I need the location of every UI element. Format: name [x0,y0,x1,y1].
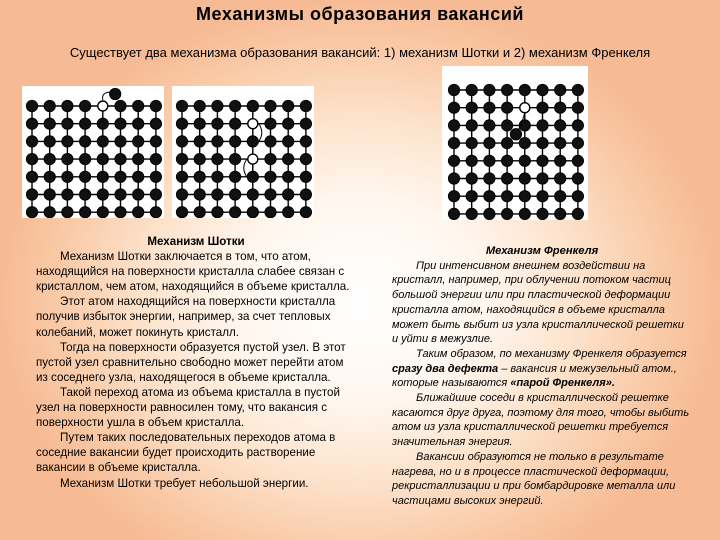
atom [572,138,583,149]
atom [115,154,126,165]
atom [133,100,144,111]
atom [519,84,530,95]
atom [97,154,108,165]
vacancy [248,154,258,164]
atom [448,102,459,113]
atom [466,120,477,131]
atom [519,155,530,166]
atom [247,136,258,147]
atom [265,189,276,200]
atom [502,191,513,202]
atom [194,171,205,182]
page-subtitle: Существует два механизма образования вакансий: 1) механизм Шотки и 2) механизм Френкеля [69,45,651,60]
atom [97,189,108,200]
frenkel-paragraph [392,347,692,391]
atom [519,191,530,202]
atom [555,102,566,113]
atom [44,189,55,200]
schottky-paragraph: Механизм Шотки требует небольшой энергии. [60,476,309,490]
atom [212,118,223,129]
frenkel-paragraph: Вакансии образуются не только в результате нагрева, но и в процессе пластической деформации, рекристаллизации и при бомбардировке металла или частицами высоких энергий. [392,450,676,507]
atom [537,191,548,202]
atom [502,208,513,219]
vacancy [248,119,258,129]
atom [466,84,477,95]
atom [26,100,37,111]
atom [176,136,187,147]
atom [466,138,477,149]
atom [115,189,126,200]
atom [555,138,566,149]
atom [62,189,73,200]
atom [194,136,205,147]
atom [247,171,258,182]
atom [212,154,223,165]
atom [572,191,583,202]
atom [133,207,144,218]
atom [572,120,583,131]
atom [537,102,548,113]
atom [283,189,294,200]
surface-atom [110,88,121,99]
atom [265,154,276,165]
atom [484,191,495,202]
atom [150,136,161,147]
atom [572,173,583,184]
atom [537,173,548,184]
jump-arrow [259,124,262,142]
atom [97,207,108,218]
atom [80,100,91,111]
atom [300,118,311,129]
atom [150,189,161,200]
atom [194,118,205,129]
atom [133,189,144,200]
atom [283,118,294,129]
atom [448,191,459,202]
atom [466,155,477,166]
atom [62,118,73,129]
atom [448,155,459,166]
lattice-svg [22,86,164,218]
interstitial-atom [510,129,521,140]
atom [265,207,276,218]
atom [150,100,161,111]
atom [448,120,459,131]
atom [26,189,37,200]
atom [502,120,513,131]
atom [62,171,73,182]
atom [300,136,311,147]
atom [502,138,513,149]
atom [300,171,311,182]
atom [283,207,294,218]
schottky-paragraph: Путем таких последовательных переходов атома в соседние вакансии будет происходить растворение вакансии в объеме кристалла. [36,431,336,475]
atom [555,173,566,184]
atom [265,136,276,147]
atom [537,120,548,131]
atom [176,154,187,165]
atom [572,208,583,219]
atom [300,154,311,165]
frenkel-pair-term: «парой Френкеля». [510,377,615,390]
schottky-text-column [36,234,356,491]
frenkel-heading: Механизм Френкеля [485,245,599,257]
atom [115,118,126,129]
atom [484,155,495,166]
atom [97,118,108,129]
atom [212,189,223,200]
atom [80,118,91,129]
atom [300,189,311,200]
schottky-paragraph: Механизм Шотки заключается в том, что атом, находящийся на поверхности кристалла слабее связан с кристаллом, чем атом, находящийся в объеме кристалла. [36,250,350,294]
atom [80,171,91,182]
atom [26,171,37,182]
atom [519,138,530,149]
atom [133,171,144,182]
atom [519,208,530,219]
atom [283,100,294,111]
atom [572,84,583,95]
atom [265,100,276,111]
atom [176,100,187,111]
atom [484,84,495,95]
atom [62,207,73,218]
atom [44,100,55,111]
atom [44,171,55,182]
atom [555,208,566,219]
atom [150,154,161,165]
schottky-heading: Механизм Шотки [147,235,245,248]
atom [502,102,513,113]
atom [448,84,459,95]
atom [26,154,37,165]
atom [44,207,55,218]
atom [230,207,241,218]
atom [300,207,311,218]
frenkel-paragraph: Ближайшие соседи в кристаллической решетке касаются друг друга, поэтому для того, чтобы выбить атом из узла кристаллической решетки требуется значительная энергия. [392,392,690,449]
atom [247,207,258,218]
atom [212,136,223,147]
atom [62,154,73,165]
atom [194,100,205,111]
atom [176,171,187,182]
vacancy [98,101,108,111]
atom [537,84,548,95]
atom [537,138,548,149]
atom [484,208,495,219]
atom [484,102,495,113]
atom [230,100,241,111]
frenkel-text-column [392,244,692,509]
atom [150,118,161,129]
atom [176,118,187,129]
frenkel-emphasis: сразу два дефекта [392,362,499,375]
atom [502,84,513,95]
atom [502,155,513,166]
atom [80,207,91,218]
atom [572,155,583,166]
atom [44,154,55,165]
atom [572,102,583,113]
lattice-svg [172,86,314,218]
atom [80,189,91,200]
atom [448,208,459,219]
atom [247,189,258,200]
atom [555,84,566,95]
atom [230,136,241,147]
atom [194,154,205,165]
atom [115,136,126,147]
atom [150,171,161,182]
lattice-svg [442,66,588,220]
atom [484,138,495,149]
atom [26,136,37,147]
atom [300,100,311,111]
atom [80,154,91,165]
atom [115,171,126,182]
atom [466,102,477,113]
page-title: Механизмы образования вакансий [196,4,524,24]
atom [484,173,495,184]
atom [194,189,205,200]
atom [97,171,108,182]
atom [133,154,144,165]
atom [133,136,144,147]
frenkel-text: – вакансия и межузельный атом., которые называются [392,362,677,390]
schottky-lattice-diagram-2 [172,86,314,218]
atom [537,208,548,219]
atom [466,208,477,219]
atom [466,191,477,202]
atom [44,136,55,147]
jump-arrow [244,159,247,177]
schottky-lattice-diagram-1 [22,86,164,218]
atom [26,207,37,218]
atom [555,120,566,131]
vacancy [520,103,530,113]
schottky-paragraph: Тогда на поверхности образуется пустой узел. В этот пустой узел сравнительно свободно может перейти атом из соседнего узла, находящегося в объеме кристалла. [36,340,346,384]
atom [194,207,205,218]
atom [150,207,161,218]
displaced-atom [247,100,258,111]
atom [555,155,566,166]
atom [502,173,513,184]
atom [26,118,37,129]
frenkel-paragraph: При интенсивном внешнем воздействии на кристалл, например, при облучении потоком частиц большой энергии или при пластической деформации кристалла атом, находящийся в объеме кристалла может быть выбит из узла кристаллической решетки и уйти в межузлие. [392,259,684,346]
atom [537,155,548,166]
frenkel-text: Таким образом, по механизму Френкеля образуется [416,347,687,360]
atom [212,100,223,111]
atom [80,136,91,147]
atom [115,207,126,218]
frenkel-lattice-diagram [442,66,588,220]
atom [448,138,459,149]
atom [62,136,73,147]
atom [283,136,294,147]
atom [230,171,241,182]
atom [265,118,276,129]
atom [283,171,294,182]
atom [212,207,223,218]
atom [176,189,187,200]
atom [519,173,530,184]
atom [176,207,187,218]
atom [230,154,241,165]
schottky-paragraph: Этот атом находящийся на поверхности кристалла получив избыток энергии, например, за счет тепловых колебаний, может покинуть кристалл. [36,295,336,339]
atom [484,120,495,131]
atom [115,100,126,111]
schottky-paragraph: Такой переход атома из объема кристалла в пустой узел на поверхности равносилен тому, что вакансия с поверхности ушла в объем кристалла. [36,385,340,430]
atom [448,173,459,184]
atom [133,118,144,129]
atom [212,171,223,182]
atom [466,173,477,184]
atom [230,189,241,200]
atom [62,100,73,111]
atom [97,136,108,147]
atom [44,118,55,129]
atom [283,154,294,165]
atom [230,118,241,129]
atom [265,171,276,182]
atom [555,191,566,202]
